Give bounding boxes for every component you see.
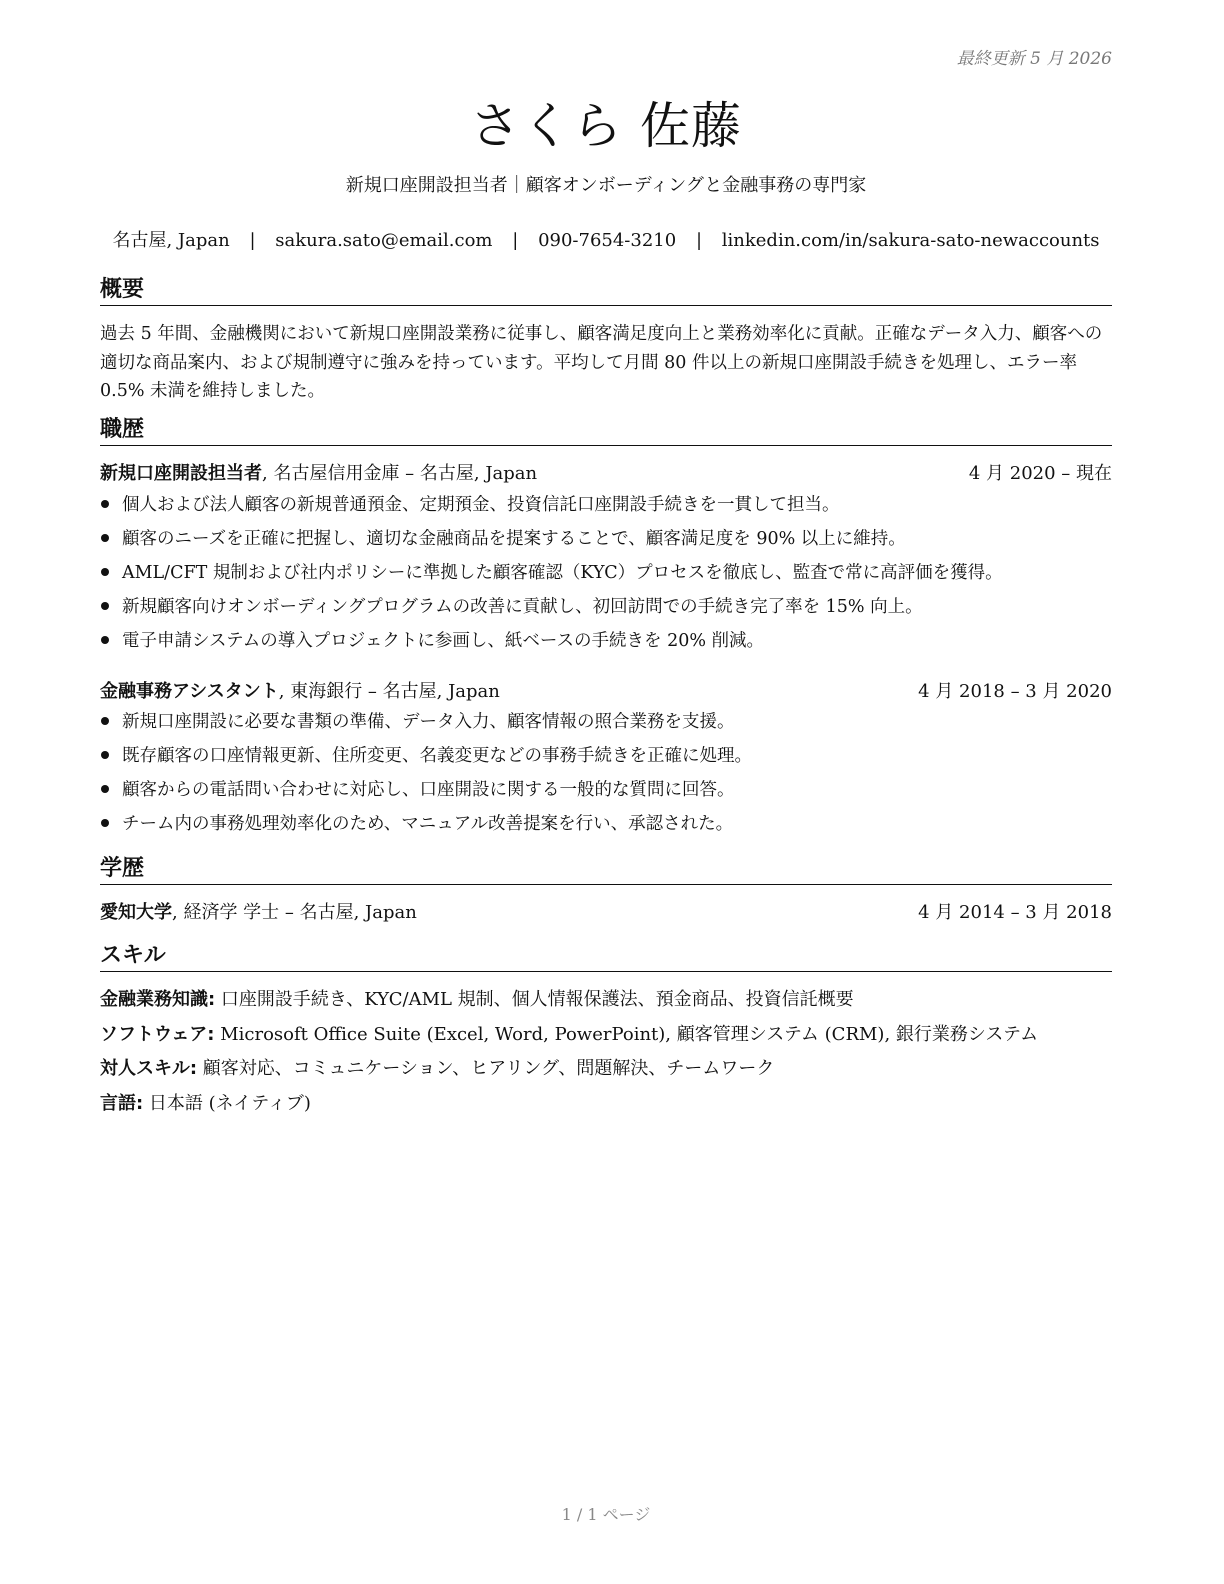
- skill-label: 言語:: [100, 1093, 144, 1114]
- contact-separator: |: [695, 230, 703, 251]
- skill-line: [100, 988, 1112, 1012]
- resume-page: [100, 0, 1112, 1584]
- list-item: [100, 556, 1112, 590]
- list-item: [100, 807, 1112, 841]
- bullet-icon: [101, 751, 109, 759]
- contact-location: 名古屋, Japan: [112, 230, 230, 251]
- candidate-name: さくら 佐藤: [470, 97, 742, 155]
- bullet-text: 新規顧客向けオンボーディングプログラムの改善に貢献し、初回訪問での手続き完了率を 15% 向上。: [122, 597, 923, 617]
- bullet-text: 顧客のニーズを正確に把握し、適切な金融商品を提案することで、顧客満足度を 90% 以上に維持。: [122, 529, 906, 549]
- bullet-icon: [101, 785, 109, 793]
- section-heading-education: 学歴: [100, 855, 1112, 885]
- list-item: [100, 739, 1112, 773]
- skill-value: 口座開設手続き、KYC/AML 規制、個人情報保護法、預金商品、投資信託概要: [215, 989, 854, 1010]
- job-title: 金融事務アシスタント: [100, 681, 279, 702]
- section-heading-experience: 職歴: [100, 416, 1112, 446]
- skill-value: Microsoft Office Suite (Excel, Word, PowerPoint), 顧客管理システム (CRM), 銀行業務システム: [214, 1024, 1039, 1045]
- education-entry: [100, 901, 1112, 925]
- bullet-icon: [101, 602, 109, 610]
- list-item: [100, 624, 1112, 658]
- contact-separator: |: [249, 230, 256, 251]
- skill-line: [100, 1057, 1112, 1081]
- bullet-text: 顧客からの電話問い合わせに対応し、口座開設に関する一般的な質問に回答。: [122, 780, 735, 800]
- job-title: 新規口座開設担当者: [100, 463, 262, 484]
- job-dates: 4 月 2018 – 3 月 2020: [918, 681, 1112, 702]
- contact-email[interactable]: sakura.sato@email.com: [275, 230, 493, 251]
- list-item: [100, 522, 1112, 556]
- job-dates: 4 月 2020 – 現在: [968, 463, 1112, 484]
- bullet-text: 個人および法人顧客の新規普通預金、定期預金、投資信託口座開設手続きを一貫して担当。: [122, 495, 840, 515]
- job-header: [100, 680, 1112, 704]
- contact-linkedin[interactable]: linkedin.com/in/sakura-sato-newaccounts: [721, 230, 1100, 251]
- bullet-text: AML/CFT 規制および社内ポリシーに準拠した顧客確認（KYC）プロセスを徹底し、監査で常に高評価を獲得。: [122, 563, 1003, 583]
- list-item: [100, 705, 1112, 739]
- bullet-icon: [101, 500, 109, 508]
- education-dates: 4 月 2014 – 3 月 2018: [918, 902, 1112, 923]
- skill-label: 金融業務知識:: [100, 989, 216, 1010]
- bullet-icon: [101, 534, 109, 542]
- list-item: [100, 773, 1112, 807]
- bullet-icon: [101, 819, 109, 827]
- section-heading-summary: 概要: [100, 276, 1112, 306]
- bullet-icon: [101, 717, 109, 725]
- bullet-text: 既存顧客の口座情報更新、住所変更、名義変更などの事務手続きを正確に処理。: [122, 746, 752, 766]
- job-organization: , 名古屋信用金庫 – 名古屋, Japan: [262, 463, 538, 484]
- skill-line: [100, 1023, 1112, 1047]
- skill-value: 日本語 (ネイティブ): [143, 1093, 311, 1114]
- bullet-text: 電子申請システムの導入プロジェクトに参画し、紙ベースの手続きを 20% 削減。: [122, 631, 765, 651]
- candidate-tagline: 新規口座開設担当者｜顧客オンボーディングと金融事務の専門家: [345, 175, 867, 196]
- list-item: [100, 488, 1112, 522]
- job-header: [100, 462, 1112, 486]
- degree-detail: , 経済学 学士 – 名古屋, Japan: [172, 902, 417, 923]
- bullet-icon: [101, 568, 109, 576]
- job-bullet-list: [100, 488, 1112, 658]
- skill-value: 顧客対応、コミュニケーション、ヒアリング、問題解決、チームワーク: [197, 1058, 775, 1079]
- last-updated: 最終更新 5 月 2026: [956, 49, 1112, 69]
- skill-line: [100, 1092, 1112, 1116]
- summary-text: 過去 5 年間、金融機関において新規口座開設業務に従事し、顧客満足度向上と業務効率化に貢献。正確なデータ入力、顧客への適切な商品案内、および規制遵守に強みを持っています。平均して月間 80 件以上の新規口座開設手続きを処理し、エラー率 0.5% 未満を維持しました。: [100, 324, 1103, 401]
- contact-phone: 090-7654-3210: [538, 230, 677, 251]
- list-item: [100, 590, 1112, 624]
- job-bullet-list: [100, 705, 1112, 841]
- school-name: 愛知大学: [100, 902, 172, 923]
- skill-label: 対人スキル:: [100, 1058, 198, 1079]
- page-indicator: 1 / 1 ページ: [561, 1505, 651, 1524]
- contact-line: [100, 226, 1112, 252]
- bullet-icon: [101, 636, 109, 644]
- bullet-text: チーム内の事務処理効率化のため、マニュアル改善提案を行い、承認された。: [122, 814, 734, 834]
- bullet-text: 新規口座開設に必要な書類の準備、データ入力、顧客情報の照合業務を支援。: [122, 712, 735, 732]
- skill-label: ソフトウェア:: [100, 1024, 215, 1045]
- section-heading-skills: スキル: [100, 942, 1112, 972]
- contact-separator: |: [512, 230, 519, 251]
- job-organization: , 東海銀行 – 名古屋, Japan: [278, 681, 500, 702]
